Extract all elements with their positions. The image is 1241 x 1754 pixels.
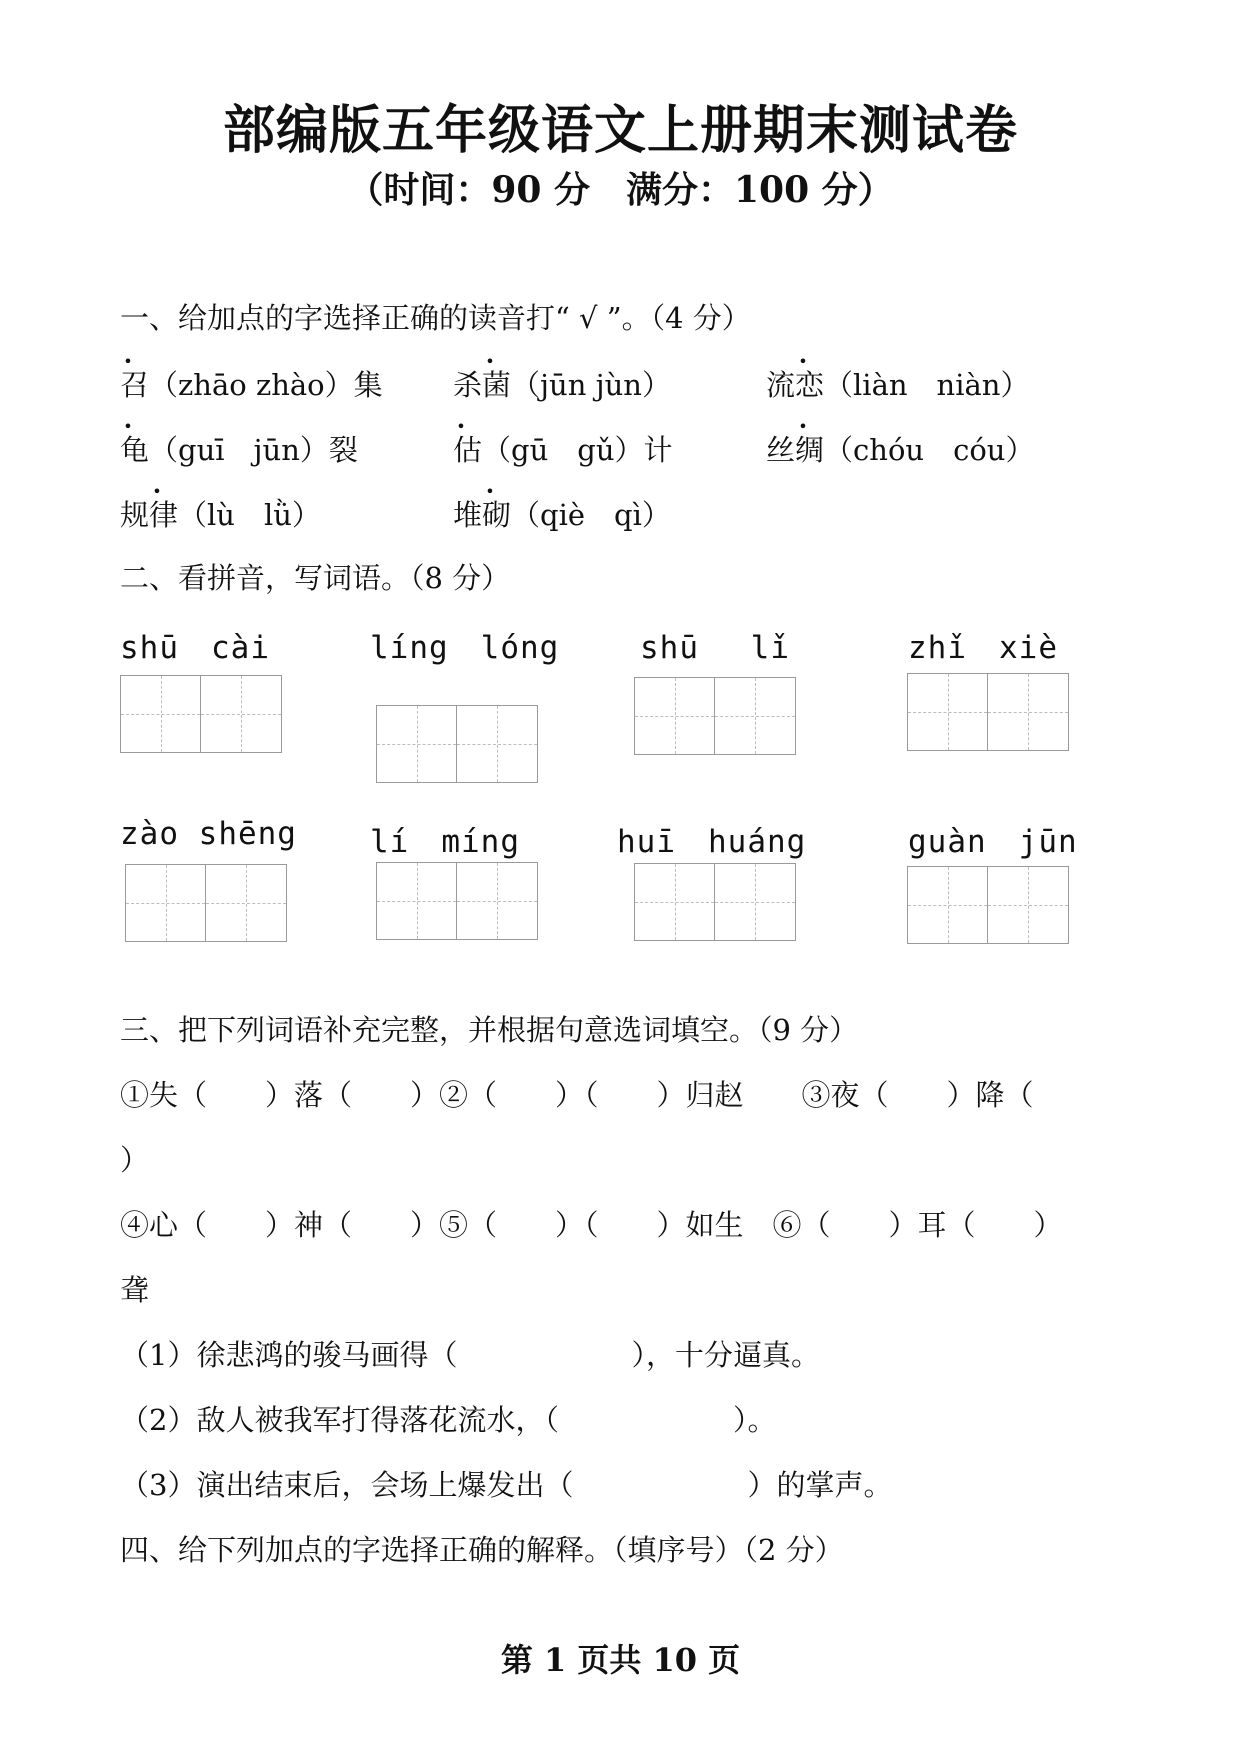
pinyin-label: zhǐ xiè [908,630,1058,666]
pron-item: 流 • 恋（liàn niàn） [766,352,1030,402]
idiom-fill-line-wrap: 聋 [120,1273,150,1307]
section4-heading: 四、给下列加点的字选择正确的解释。（填序号）（2 分） [120,1533,844,1567]
pinyin-label: líng lóng [370,630,560,666]
fill-question-2: （2）敌人被我军打得落花流水，（ ）。 [120,1403,777,1437]
writing-grid[interactable] [376,705,538,783]
pron-item: 杀 • 菌（jūn jùn） [453,352,671,402]
pinyin-label: shū lǐ [640,630,790,666]
writing-grid[interactable] [120,675,282,753]
section2-heading: 二、看拼音，写词语。（8 分） [120,561,511,595]
writing-grid[interactable] [634,677,796,755]
pron-item: 规 • 律（lù lǜ） [120,482,321,532]
pinyin-label: zào shēng [120,816,297,852]
pinyin-label: huī huáng [617,824,807,860]
page-footer: 第 1 页共 10 页 [500,1641,741,1679]
pron-item: 堆 • 砌（qiè qì） [453,482,671,532]
page-title: 部编版五年级语文上册期末测试卷 [222,100,1018,161]
pron-item: • 龟（guī jūn）裂 [120,417,358,467]
pinyin-label: shū cài [120,630,270,666]
section1-heading: 一、给加点的字选择正确的读音打“ √ ”。（4 分） [120,301,751,335]
section3-heading: 三、把下列词语补充完整，并根据句意选词填空。（9 分） [120,1013,859,1047]
writing-grid[interactable] [907,866,1069,944]
page-subtitle: （时间：90 分 满分：100 分） [347,169,894,211]
idiom-fill-line: ①失（ ）落（ ）②（ ）（ ）归赵 ③夜（ ）降（ [120,1078,1034,1112]
pron-item: 丝 • 绸（chóu cóu） [766,417,1035,467]
idiom-fill-line-wrap: ） [120,1143,150,1177]
fill-question-3: （3）演出结束后，会场上爆发出（ ）的掌声。 [120,1468,893,1502]
idiom-fill-line: ④心（ ）神（ ）⑤（ ）（ ）如生 ⑥（ ）耳（ ） [120,1208,1063,1242]
fill-question-1: （1）徐悲鸿的骏马画得（ ），十分逼真。 [120,1338,820,1372]
writing-grid[interactable] [907,673,1069,751]
writing-grid[interactable] [634,863,796,941]
pinyin-label: guàn jūn [908,824,1078,860]
pinyin-label: lí míng [370,824,520,860]
writing-grid[interactable] [125,864,287,942]
writing-grid[interactable] [376,862,538,940]
pron-item: • 估（gū gǔ）计 [453,417,673,467]
pron-item: • 召（zhāo zhào）集 [120,352,383,402]
